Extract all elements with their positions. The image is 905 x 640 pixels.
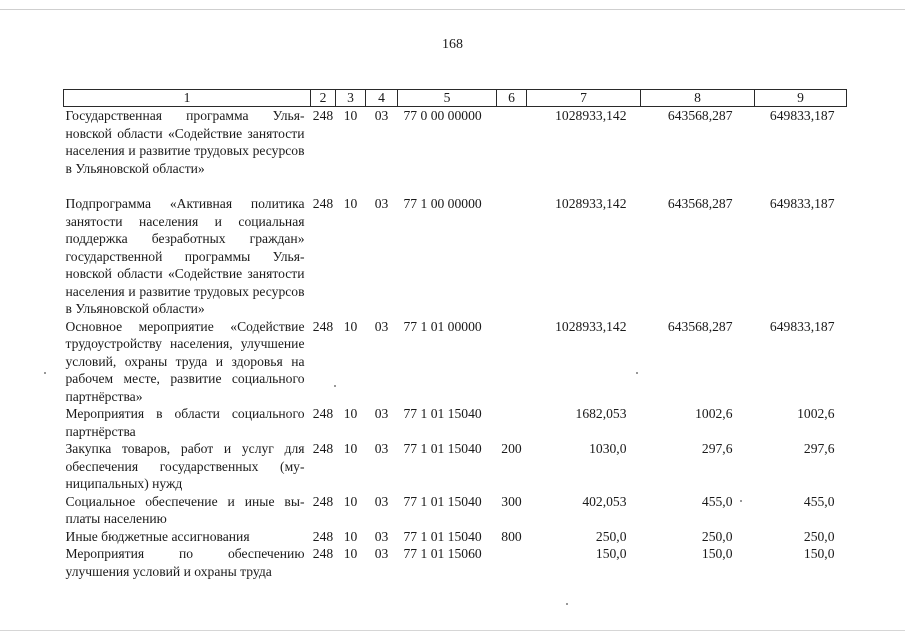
cell-col7: 1682,053	[575, 406, 627, 421]
cell-col3: 10	[343, 318, 358, 334]
cell-col5: 77 1 01 15040	[403, 528, 482, 544]
cell-col2: 248	[312, 196, 334, 211]
cell-col7: 1028933,142	[555, 196, 627, 211]
row-name: Мероприятия в области социального партнёрства	[65, 406, 305, 439]
column-header: 7	[527, 90, 641, 107]
table-row	[64, 528, 847, 546]
cell-col3: 10	[343, 406, 358, 421]
column-header: 2	[311, 90, 336, 107]
cell-col6: 200	[501, 441, 522, 456]
cell-col6: 800	[501, 528, 522, 544]
scan-speck	[334, 385, 336, 387]
cell-col5: 77 1 01 15040	[403, 406, 482, 421]
cell-col9: 649833,187	[769, 108, 835, 123]
cell-col6	[497, 405, 527, 440]
cell-col8: 643568,287	[667, 196, 733, 211]
cell-col8: 150,0	[701, 546, 733, 561]
cell-col5: 77 1 01 15040	[403, 493, 482, 509]
cell-col6	[497, 545, 527, 580]
table-row	[64, 493, 847, 528]
scan-bottom-rule	[0, 630, 905, 631]
column-header: 1	[64, 90, 311, 107]
column-header: 3	[336, 90, 366, 107]
row-name: Подпрограмма «Активная политика занятости населения и социальная поддержка безработных граждан» государственной программы Ульяновской области «Содействие занятости населения и развитие трудовых ресурсов в Ульяновской области»	[65, 196, 305, 316]
cell-col9: 250,0	[803, 528, 835, 544]
scan-speck	[740, 500, 742, 502]
scan-top-rule	[0, 9, 905, 10]
column-header: 4	[366, 90, 398, 107]
table-row	[64, 195, 847, 318]
cell-col4: 03	[374, 406, 389, 421]
cell-col8: 250,0	[701, 528, 733, 544]
cell-col7: 402,053	[582, 493, 627, 509]
row-name: Мероприятия по обеспечению улучшения условий и охраны труда	[65, 546, 305, 579]
cell-col8: 643568,287	[667, 318, 733, 334]
cell-col9: 649833,187	[769, 318, 835, 334]
cell-col9: 150,0	[803, 546, 835, 561]
column-header: 9	[755, 90, 847, 107]
cell-col3: 10	[343, 108, 358, 123]
cell-col4: 03	[374, 546, 389, 561]
row-name: Основное мероприятие «Содействие трудоустройству населения, улучшение условий, охраны труда и здоровья на рабочем месте, развитие социального партнёрства»	[65, 318, 305, 404]
cell-col4: 03	[374, 493, 389, 509]
cell-col9: 1002,6	[797, 406, 835, 421]
cell-col6	[497, 195, 527, 318]
table-row	[64, 545, 847, 580]
row-name: Социальное обеспечение и иные выплаты населению	[65, 493, 305, 526]
scan-speck	[44, 372, 46, 374]
cell-col5: 77 1 00 00000	[403, 196, 482, 211]
cell-col8: 1002,6	[695, 406, 733, 421]
cell-col9: 297,6	[803, 441, 835, 456]
budget-table	[63, 89, 847, 580]
row-name: Государственная программа Ульяновской области «Содействие занятости населения и развитие трудовых ресурсов в Ульяновской области»	[65, 108, 305, 176]
scan-speck	[566, 603, 568, 605]
cell-col7: 1030,0	[589, 441, 627, 456]
cell-col5: 77 1 01 00000	[403, 318, 482, 334]
cell-col2: 248	[312, 546, 334, 561]
cell-col7: 1028933,142	[555, 318, 627, 334]
cell-col7: 1028933,142	[555, 108, 627, 123]
cell-col8: 455,0	[701, 493, 733, 509]
cell-col2: 248	[312, 441, 334, 456]
cell-col3: 10	[343, 493, 358, 509]
cell-col5: 77 1 01 15060	[403, 546, 482, 561]
cell-col2: 248	[312, 406, 334, 421]
cell-col6	[497, 318, 527, 406]
table-row	[64, 318, 847, 406]
cell-col2: 248	[312, 528, 334, 544]
cell-col3: 10	[343, 528, 358, 544]
cell-col2: 248	[312, 318, 334, 334]
cell-col9: 649833,187	[769, 196, 835, 211]
cell-col2: 248	[312, 108, 334, 123]
table-header-row	[64, 90, 847, 107]
cell-col9: 455,0	[803, 493, 835, 509]
cell-col6: 300	[501, 493, 522, 509]
row-name: Закупка товаров, работ и услуг для обеспечения государственных (муниципальных) нужд	[65, 441, 305, 491]
cell-col4: 03	[374, 196, 389, 211]
cell-col7: 250,0	[595, 528, 627, 544]
cell-col2: 248	[312, 493, 334, 509]
cell-col8: 643568,287	[667, 108, 733, 123]
page-number: 168	[442, 37, 463, 52]
cell-col4: 03	[374, 108, 389, 123]
cell-col7: 150,0	[595, 546, 627, 561]
cell-col3: 10	[343, 441, 358, 456]
row-name: Иные бюджетные ассигнования	[65, 528, 250, 544]
table-row	[64, 107, 847, 196]
table-row	[64, 440, 847, 493]
cell-col3: 10	[343, 196, 358, 211]
cell-col8: 297,6	[701, 441, 733, 456]
column-header: 6	[497, 90, 527, 107]
cell-col3: 10	[343, 546, 358, 561]
scan-speck	[636, 372, 638, 374]
table-row	[64, 405, 847, 440]
cell-col4: 03	[374, 441, 389, 456]
column-header: 8	[641, 90, 755, 107]
cell-col5: 77 1 01 15040	[403, 441, 482, 456]
cell-col4: 03	[374, 528, 389, 544]
cell-col5: 77 0 00 00000	[403, 108, 482, 123]
column-header: 5	[398, 90, 497, 107]
cell-col6	[497, 107, 527, 196]
cell-col4: 03	[374, 318, 389, 334]
